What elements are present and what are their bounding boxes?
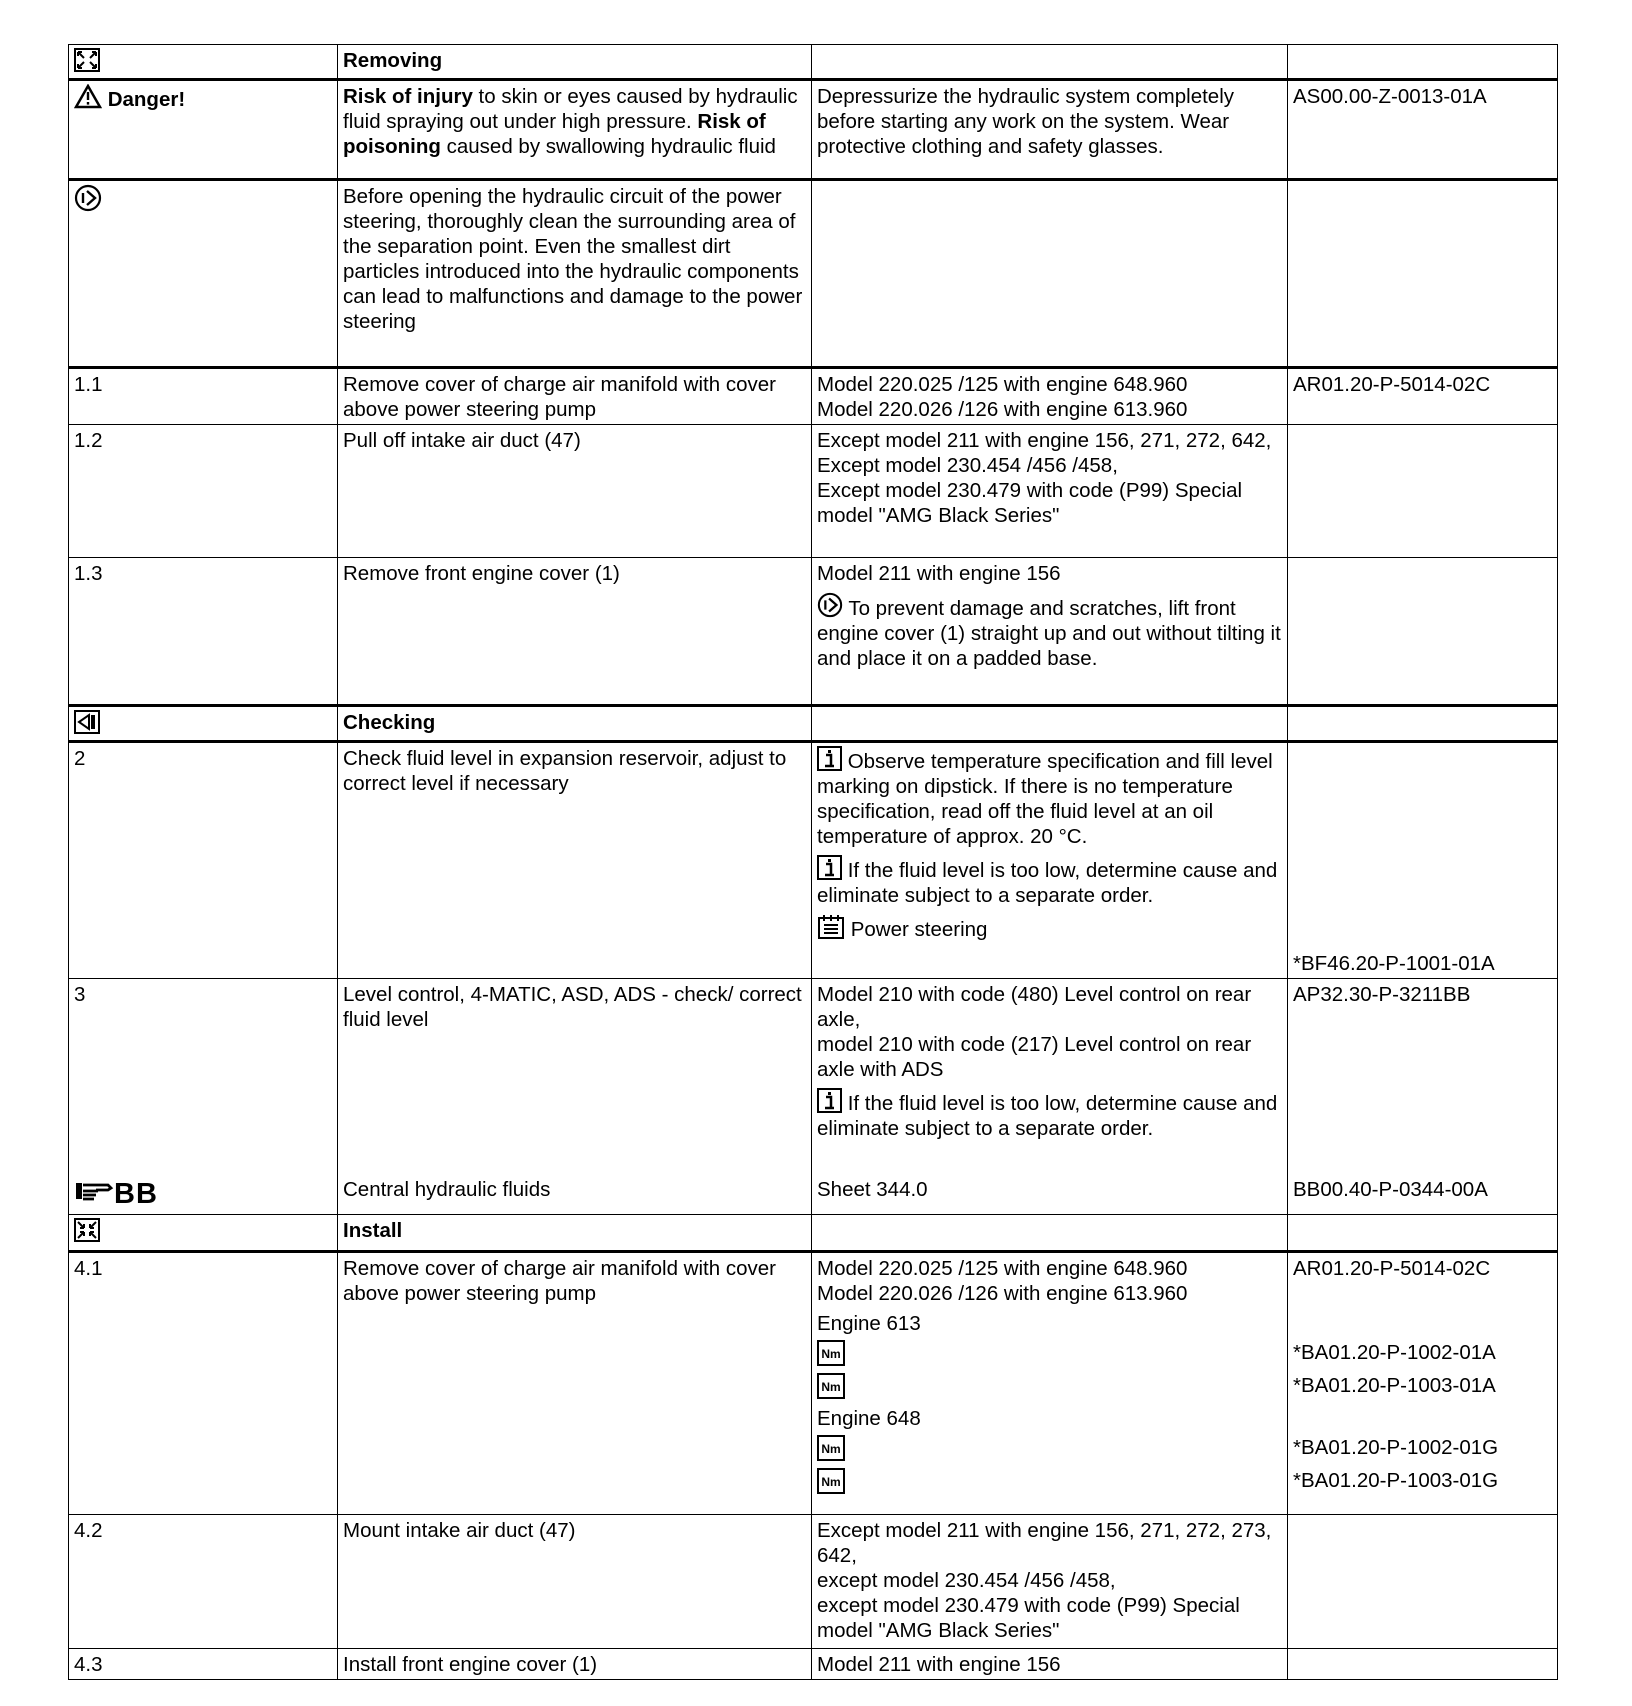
torque-ref: *BA01.20-P-1003-01G: [1293, 1469, 1499, 1492]
info-icon: [817, 746, 842, 771]
section-row-install: [69, 1215, 1558, 1252]
step-ref: AR01.20-P-5014-02C: [1293, 1257, 1491, 1280]
danger-row: [69, 80, 1558, 180]
step-row-1-1: 1.1 Remove cover of charge air manifold with cover above power steering pump Model 220.025 /125 with engine 648.960 Model 220.026 /126 with engine 613.960 AR01.20-P-5014-02C: [69, 368, 1558, 425]
spec-sheet-icon: [817, 914, 845, 939]
caution-note-icon: [74, 184, 102, 212]
step-number: 1.2: [69, 425, 338, 558]
install-arrows-icon: [74, 1218, 100, 1242]
bb-note: Sheet 344.0: [817, 1178, 928, 1201]
section-title-install: Install: [338, 1215, 812, 1252]
step-number: 1.3: [69, 558, 338, 706]
step-number: 4.3: [69, 1649, 338, 1680]
step-task: Remove cover of charge air manifold with cover above power steering pump: [338, 1252, 812, 1515]
step-task: Pull off intake air duct (47): [338, 425, 812, 558]
step-number: 2: [69, 742, 338, 979]
step-row-2: 2 Check fluid level in expansion reservoir, adjust to correct level if necessary Observe temperature specification and fill level marking on dipstick. If there is no temperature specification, read off the fluid level at an oil temperature of approx. 20 °C. If the fluid level is too low, determine cause and eliminate subject to a separate order. Power steering *BF46.20-P-1001-01A: [69, 742, 1558, 979]
danger-measure: Depressurize the hydraulic system completely before starting any work on the system. Wear protective clothing and safety glasses.: [812, 80, 1288, 180]
step-task: Check fluid level in expansion reservoir, adjust to correct level if necessary: [338, 742, 812, 979]
caution-note-icon: [817, 592, 843, 618]
torque-ref: *BA01.20-P-1003-01A: [1293, 1374, 1496, 1397]
step-number: 1.1: [69, 368, 338, 425]
step-row-4-1: 4.1 Remove cover of charge air manifold with cover above power steering pump Model 220.025 /125 with engine 648.960 Model 220.026 /126 with engine 613.960 Engine 613 Nm Nm Engine 648 Nm Nm AR01.20-P-5014-02C *BA01.20-P-1002-01A *BA01.20-P-1003-01A *BA01.20-P-1002-01G *BA01.20-P-1003-01G: [69, 1252, 1558, 1515]
step-number: 4.1: [69, 1252, 338, 1515]
step-number: 3: [74, 983, 86, 1006]
svg-text:Nm: Nm: [821, 1441, 841, 1456]
step-task: Mount intake air duct (47): [338, 1515, 812, 1649]
step-task: Remove front engine cover (1): [338, 558, 812, 706]
svg-text:Nm: Nm: [821, 1379, 841, 1394]
section-row-checking: [69, 706, 1558, 742]
removing-icon-cell: [69, 45, 338, 80]
note-row: [69, 180, 1558, 368]
danger-ref: AS00.00-Z-0013-01A: [1288, 80, 1558, 180]
step-task: Install front engine cover (1): [338, 1649, 812, 1680]
info-icon: [817, 1088, 842, 1113]
torque-ref: *BA01.20-P-1002-01A: [1293, 1341, 1496, 1364]
step-row-1-3: 1.3 Remove front engine cover (1) Model 211 with engine 156 To prevent damage and scratches, lift front engine cover (1) straight up and out without tilting it and place it on a padded base.: [69, 558, 1558, 706]
section-row-removing: [69, 45, 1558, 80]
bb-ref: BB00.40-P-0344-00A: [1293, 1178, 1488, 1201]
procedure-table: [68, 44, 1558, 1680]
torque-icon: [817, 1340, 845, 1366]
bb-label: BB: [114, 1178, 158, 1211]
torque-icon: [817, 1468, 845, 1494]
danger-label: Danger!: [107, 88, 186, 111]
remove-arrows-icon: [74, 48, 100, 72]
step-number: 4.2: [69, 1515, 338, 1649]
step-task: Level control, 4-MATIC, ASD, ADS - check/ correct fluid level: [343, 983, 802, 1031]
section-title-checking: Checking: [338, 706, 812, 742]
step-ref: AR01.20-P-5014-02C: [1288, 368, 1558, 425]
danger-risks: Risk of injury to skin or eyes caused by hydraulic fluid spraying out under high pressure. Risk of poisoning caused by swallowing hydraulic fluid: [338, 80, 812, 180]
step-row-3: 3 BB Level control, 4-MATIC, ASD, ADS - check/ correct fluid level Central hydraulic fluids Model 210 with code (480) Level control on rear axle, model 210 with code (217) Level control on rear axle with ADS If the fluid level is too low, determine cause and eliminate subject to a separate order. Sheet 344.0 AP32.30-P-3211BB BB00.40-P-0344-00A: [69, 979, 1558, 1215]
step-ref: AP32.30-P-3211BB: [1293, 983, 1471, 1006]
note-clean-text: Before opening the hydraulic circuit of the power steering, thoroughly clean the surrounding area of the separation point. Even the smallest dirt particles introduced into the hydraulic components can lead to malfunctions and damage to the power steering: [338, 180, 812, 368]
info-icon: [817, 855, 842, 880]
pointing-hand-icon: [74, 1177, 114, 1203]
checking-icon: [74, 710, 100, 734]
warning-triangle-icon: [74, 84, 102, 109]
step-ref: *BF46.20-P-1001-01A: [1293, 952, 1495, 975]
step-task: Remove cover of charge air manifold with cover above power steering pump: [338, 368, 812, 425]
section-title-removing: Removing: [338, 45, 812, 80]
torque-ref: *BA01.20-P-1002-01G: [1293, 1436, 1499, 1459]
bb-reference: [74, 1177, 332, 1211]
step-row-4-3: 4.3 Install front engine cover (1) Model 211 with engine 156: [69, 1649, 1558, 1680]
svg-text:Nm: Nm: [821, 1346, 841, 1361]
torque-icon: [817, 1373, 845, 1399]
svg-text:Nm: Nm: [821, 1474, 841, 1489]
torque-icon: [817, 1435, 845, 1461]
step-row-1-2: 1.2 Pull off intake air duct (47) Except model 211 with engine 156, 271, 272, 642, Except model 230.454 /456 /458, Except model 230.479 with code (P99) Special model "AMG Black Series": [69, 425, 1558, 558]
bb-task: Central hydraulic fluids: [343, 1178, 551, 1201]
step-row-4-2: 4.2 Mount intake air duct (47) Except model 211 with engine 156, 271, 272, 273, 642, except model 230.454 /456 /458, except model 230.479 with code (P99) Special model "AMG Black Series": [69, 1515, 1558, 1649]
